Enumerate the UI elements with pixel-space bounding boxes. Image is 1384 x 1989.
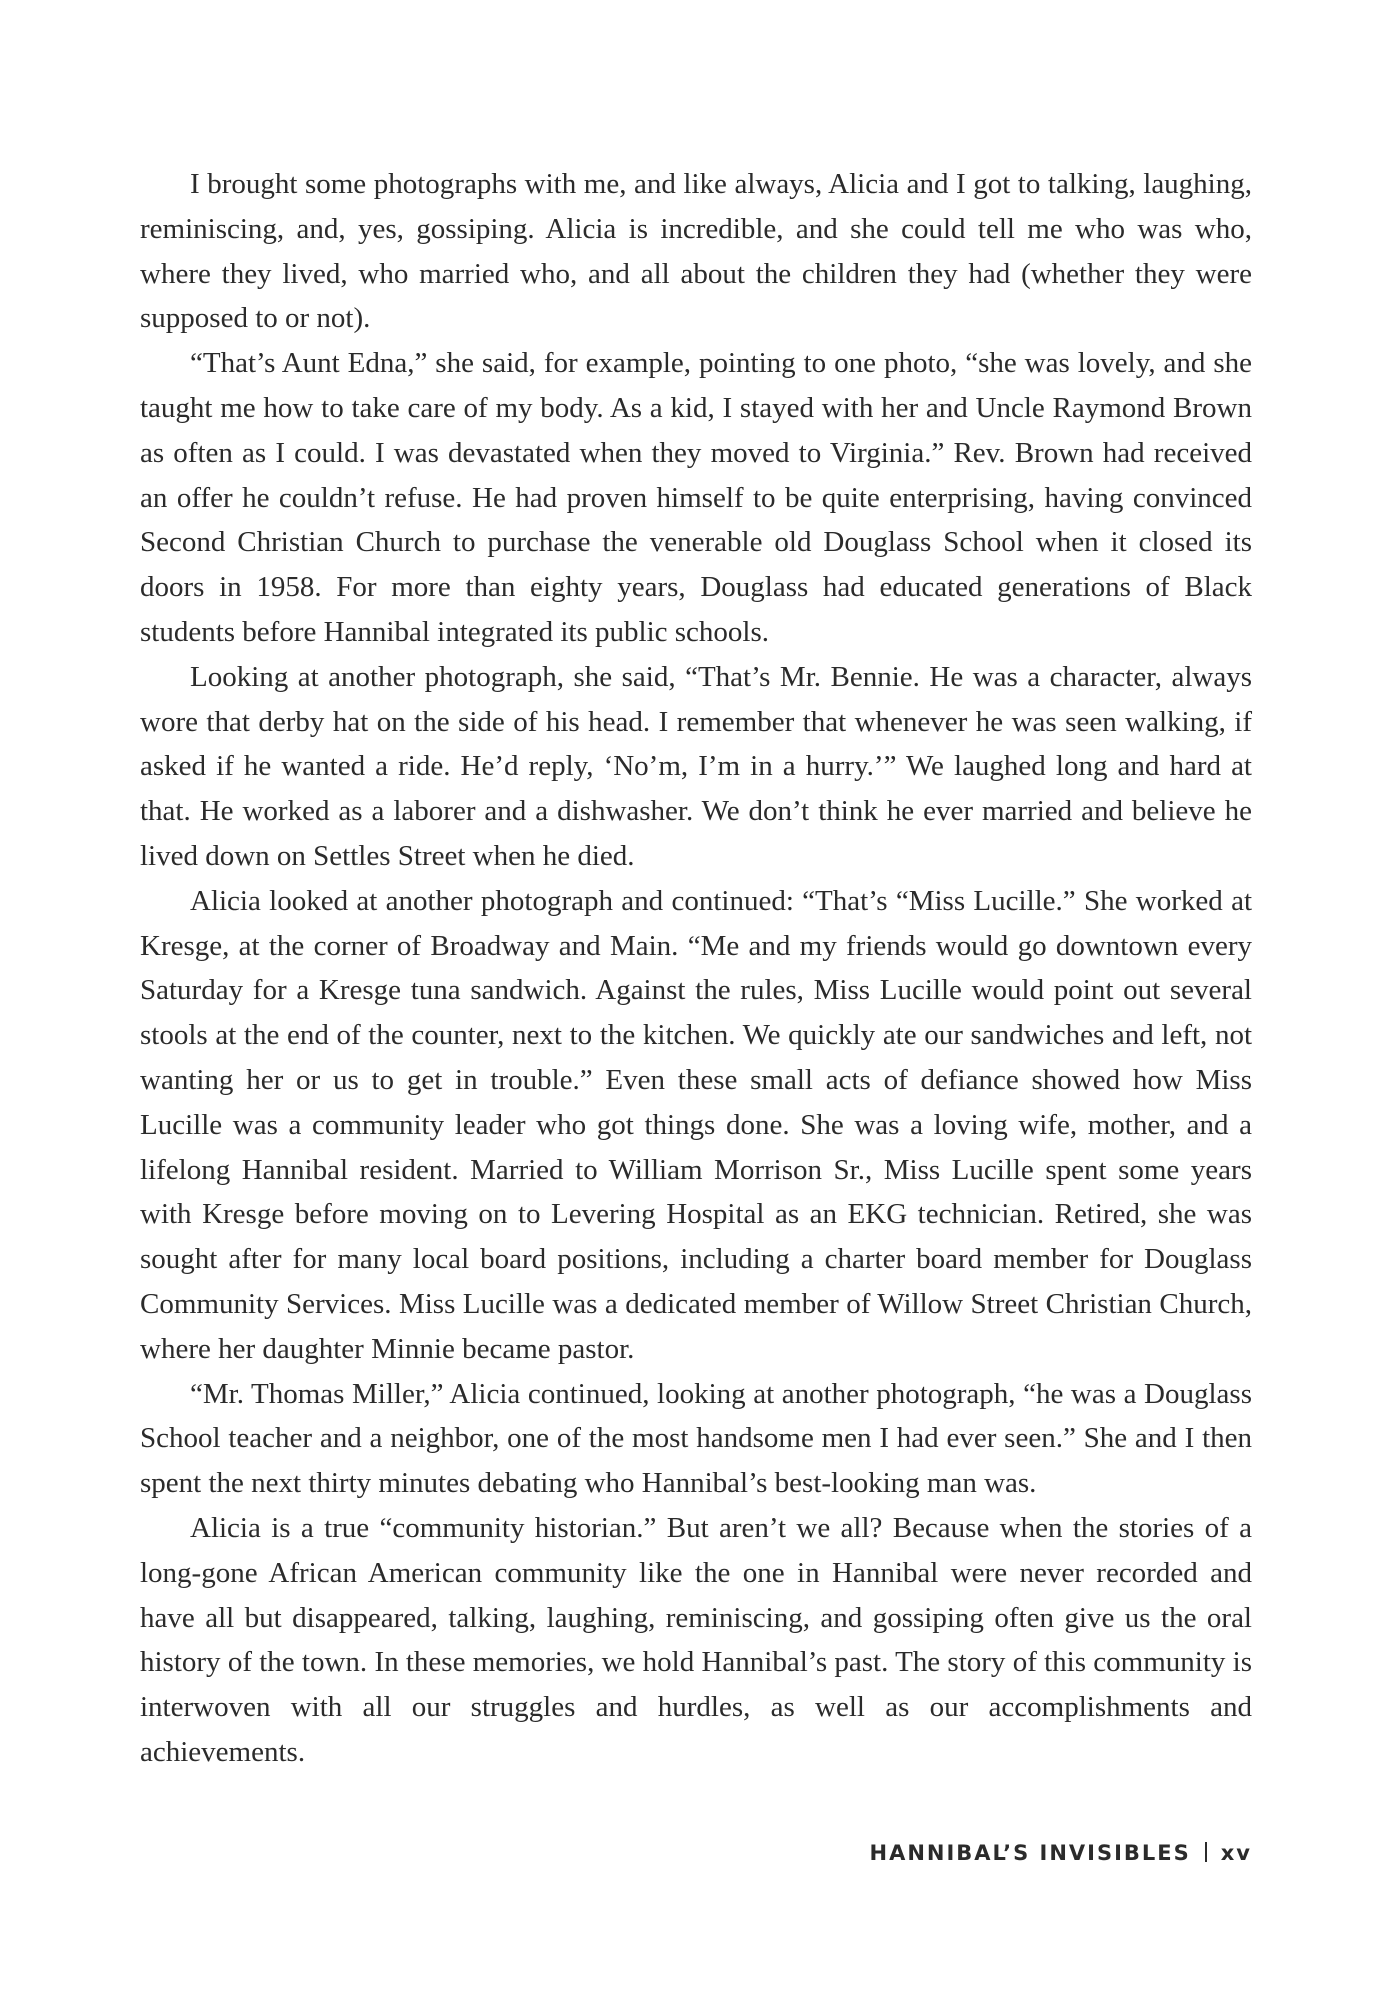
paragraph-4: Alicia looked at another photograph and continued: “That’s “Miss Lucille.” She worked at Kresge, at the corner of Broadway and Main. “Me and my friends would go downtown every Saturday for a Kresge tuna sandwich. Against the rules, Miss Lucille would point out several stools at the end of the counter, next to the kitchen. We quickly ate our sandwiches and left, not wanting her or us to get in trouble.” Even these small acts of defiance showed how Miss Lucille was a community leader who got things done. She was a loving wife, mother, and a lifelong Hannibal resident. Married to William Morrison Sr., Miss Lucille spent some years with Kresge before moving on to Levering Hospital as an EKG technician. Retired, she was sought after for many local board positions, including a charter board member for Douglass Community Services. Miss Lucille was a dedicated member of Willow Street Christian Church, where her daughter Minnie became pastor. [140,884,1252,1365]
paragraph-1: I brought some photographs with me, and like always, Alicia and I got to talking, laughing, reminiscing, and, yes, gossiping. Alicia is incredible, and she could tell me who was who, where they lived, who married who, and all about the children they had (whether they were supposed to or not). [140,168,1252,335]
running-title: HANNIBAL’S INVISIBLES [869,1841,1191,1865]
running-footer [870,1841,1253,1865]
body-text [140,162,1252,1775]
paragraph-3: Looking at another photograph, she said, “That’s Mr. Bennie. He was a character, always wore that derby hat on the side of his head. I remember that whenever he was seen walking, if asked if he wanted a ride. He’d reply, ‘No’m, I’m in a hurry.’” We laughed long and hard at that. He worked as a laborer and a dishwasher. We don’t think he ever married and believe he lived down on Settles Street when he died. [140,660,1252,872]
footer-separator [1205,1842,1207,1862]
page-number: xv [1220,1841,1252,1865]
paragraph-5: “Mr. Thomas Miller,” Alicia continued, looking at another photograph, “he was a Douglass School teacher and a neighbor, one of the most handsome men I had ever seen.” She and I then spent the next thirty minutes debating who Hannibal’s best-looking man was. [140,1377,1252,1500]
paragraph-6: Alicia is a true “community historian.” But aren’t we all? Because when the stories of a long-gone African American community like the one in Hannibal were never recorded and have all but disappeared, talking, laughing, reminiscing, and gossiping often give us the oral history of the town. In these memories, we hold Hannibal’s past. The story of this community is interwoven with all our struggles and hurdles, as well as our accomplishments and achievements. [140,1511,1252,1768]
paragraph-2: “That’s Aunt Edna,” she said, for example, pointing to one photo, “she was lovely, and she taught me how to take care of my body. As a kid, I stayed with her and Uncle Raymond Brown as often as I could. I was devastated when they moved to Virginia.” Rev. Brown had received an offer he couldn’t refuse. He had proven himself to be quite enterprising, having convinced Second Christian Church to purchase the venerable old Douglass School when it closed its doors in 1958. For more than eighty years, Douglass had educated generations of Black students before Hannibal integrated its public schools. [140,347,1252,648]
